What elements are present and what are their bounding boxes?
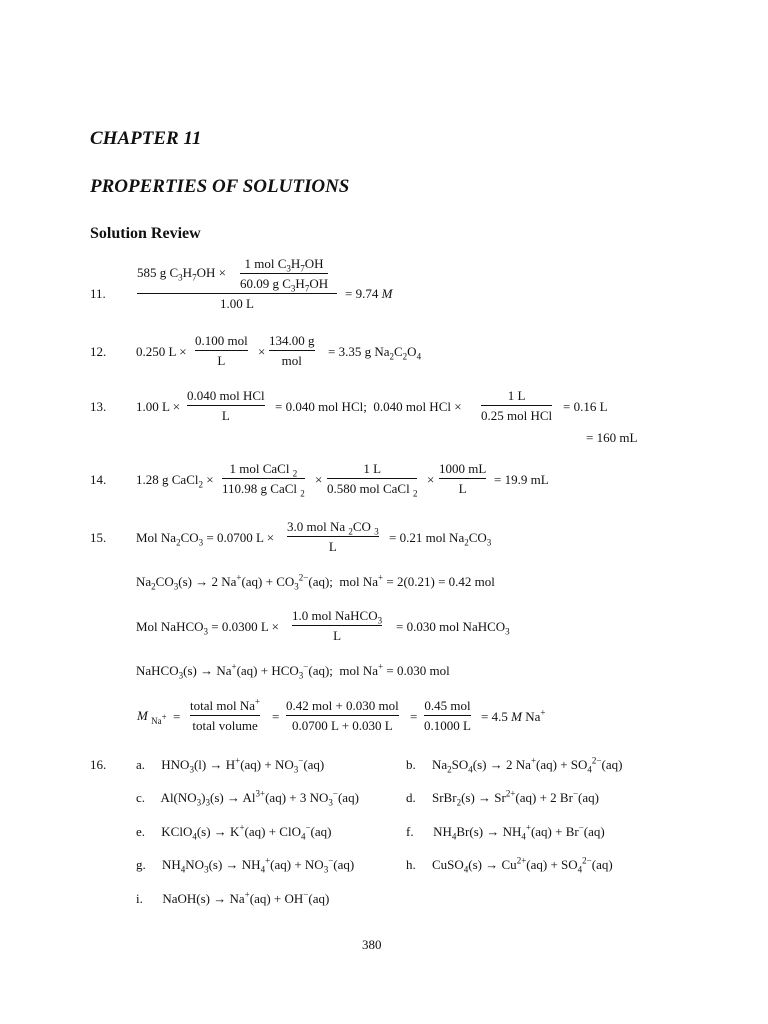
p14-times-1: × — [315, 472, 323, 487]
page-number: 380 — [362, 937, 382, 952]
chapter-label: CHAPTER 11 — [90, 128, 202, 149]
p12-fraction-2: 134.00 g mol — [269, 333, 315, 368]
p16-i: i. NaOH(s) → Na+(aq) + OH−(aq) — [136, 889, 330, 906]
p15-result: = 4.5 M Na+ — [481, 707, 546, 724]
p15-line-1-result: = 0.21 mol $Na_2CO_3$ — [389, 530, 492, 548]
p13-result-ml: = 160 mL — [586, 430, 638, 445]
p12-result: = 3.35 g $Na_2C_2O_4$ — [328, 344, 422, 362]
problem-number-16: 16. — [90, 757, 107, 772]
p12-times: × — [258, 344, 266, 359]
p15-line-2: $Na_2CO_3(s) \to 2$ $Na^+(aq) + CO_3^{2-}(aq)$; mol Na+ = 2(0.21) = 0.42 mol — [136, 572, 495, 592]
p13-start: 1.00 L × — [136, 399, 181, 414]
p15-fraction-final: 0.45 mol 0.1000 L — [424, 698, 471, 733]
p16-c: c. $Al(NO_3)_3(s) \to Al^{3+}(aq) + 3$ $NO_3^-(aq)$ — [136, 788, 359, 808]
p16-g: g. $NH_4NO_3(s) \to NH_4^+(aq) + NO_3^-(aq)$ — [136, 855, 355, 875]
p16-f: f. $NH_4Br(s) \to NH_4^+(aq) + Br^-(aq)$ — [406, 822, 605, 842]
p15-line-3-fraction: 1.0 mol NaHCO$_3$ L — [292, 608, 383, 643]
p14-times-2: × — [427, 472, 435, 487]
p13-result: = 0.16 L — [563, 399, 608, 414]
p14-result: = 19.9 mL — [494, 472, 549, 487]
p15-fraction-values: 0.42 mol + 0.030 mol 0.0700 L + 0.030 L — [286, 698, 399, 733]
p16-b: b. $Na_2SO_4(s) \to 2$ $Na^+(aq) + SO_4^{2-}(aq)$ — [406, 755, 623, 775]
p11-result: = 9.74 M — [345, 286, 393, 301]
p14-start: 1.28 g CaCl$_2$ × — [136, 472, 214, 490]
p15-line-3-result: = 0.030 mol NaHCO$_3$ — [396, 619, 510, 637]
p13-fraction-2: 1 L 0.25 mol HCl — [481, 388, 553, 423]
p15-line-1-fraction: 3.0 mol Na $_2$CO $_3$ L — [287, 519, 379, 554]
p12-fraction-1: 0.100 mol L — [195, 333, 248, 368]
p16-d: d. SrBr$_2$(s) → $Sr^{2+}(aq) + 2$ Br−(aq) — [406, 788, 599, 808]
problem-number-14: 14. — [90, 472, 107, 487]
p13-middle: = 0.040 mol HCl; 0.040 mol HCl × — [275, 399, 462, 414]
p11-denominator: 1.00 L — [220, 296, 254, 311]
p15-line-3-start: Mol NaHCO$_3$ = 0.0300 L × — [136, 619, 279, 637]
p16-e: e. KClO$_4$(s) → K+(aq) + ClO$_4$−(aq) — [136, 822, 332, 842]
p15-molarity-symbol: M $_{Na^+}$ — [137, 708, 167, 726]
p15-equals-1: = — [173, 709, 181, 724]
p15-equals-2: = — [272, 709, 280, 724]
problem-number-11: 11. — [90, 286, 106, 301]
p14-fraction-1: 1 mol CaCl $_2$ 110.98 g CaCl $_2$ — [222, 461, 305, 499]
problem-number-12: 12. — [90, 344, 107, 359]
chapter-title: PROPERTIES OF SOLUTIONS — [90, 176, 350, 197]
p14-fraction-2: 1 L 0.580 mol CaCl $_2$ — [327, 461, 418, 499]
p13-fraction-1: 0.040 mol HCl L — [187, 388, 265, 423]
p15-fraction-total: total mol Na+ total volume — [190, 696, 261, 733]
p15-line-4: NaHCO$_3$(s) → $Na^+(aq) + HCO_3^-(aq)$; mol Na+ = 0.030 mol — [136, 661, 450, 681]
p16-h: h. CuSO$_4$(s) → $Cu^{2+}(aq) + SO_4^{2-}(aq)$ — [406, 855, 613, 875]
p14-fraction-3: $\frac{1000 mL}{L}$ — [439, 461, 487, 496]
p15-line-1-start: Mol $Na_2CO_3 = 0.0700$ L × — [136, 530, 275, 548]
p16-a: a. $HNO_3(l) \to H^+(aq) + NO_3^-(aq)$ — [136, 755, 325, 775]
section-title: Solution Review — [90, 225, 201, 242]
p15-equals-3: = — [410, 709, 418, 724]
p11-numerator-mass: 585 g $C_3H_7OH$ × — [137, 265, 226, 283]
problem-number-13: 13. — [90, 399, 107, 414]
p12-start: 0.250 L × — [136, 344, 187, 359]
p11-main-fraction-bar — [137, 293, 337, 294]
p11-inner-fraction: 1 mol $C_3H_7OH$ 60.09 g $C_3H_7OH$ — [240, 256, 329, 294]
problem-number-15: 15. — [90, 530, 107, 545]
